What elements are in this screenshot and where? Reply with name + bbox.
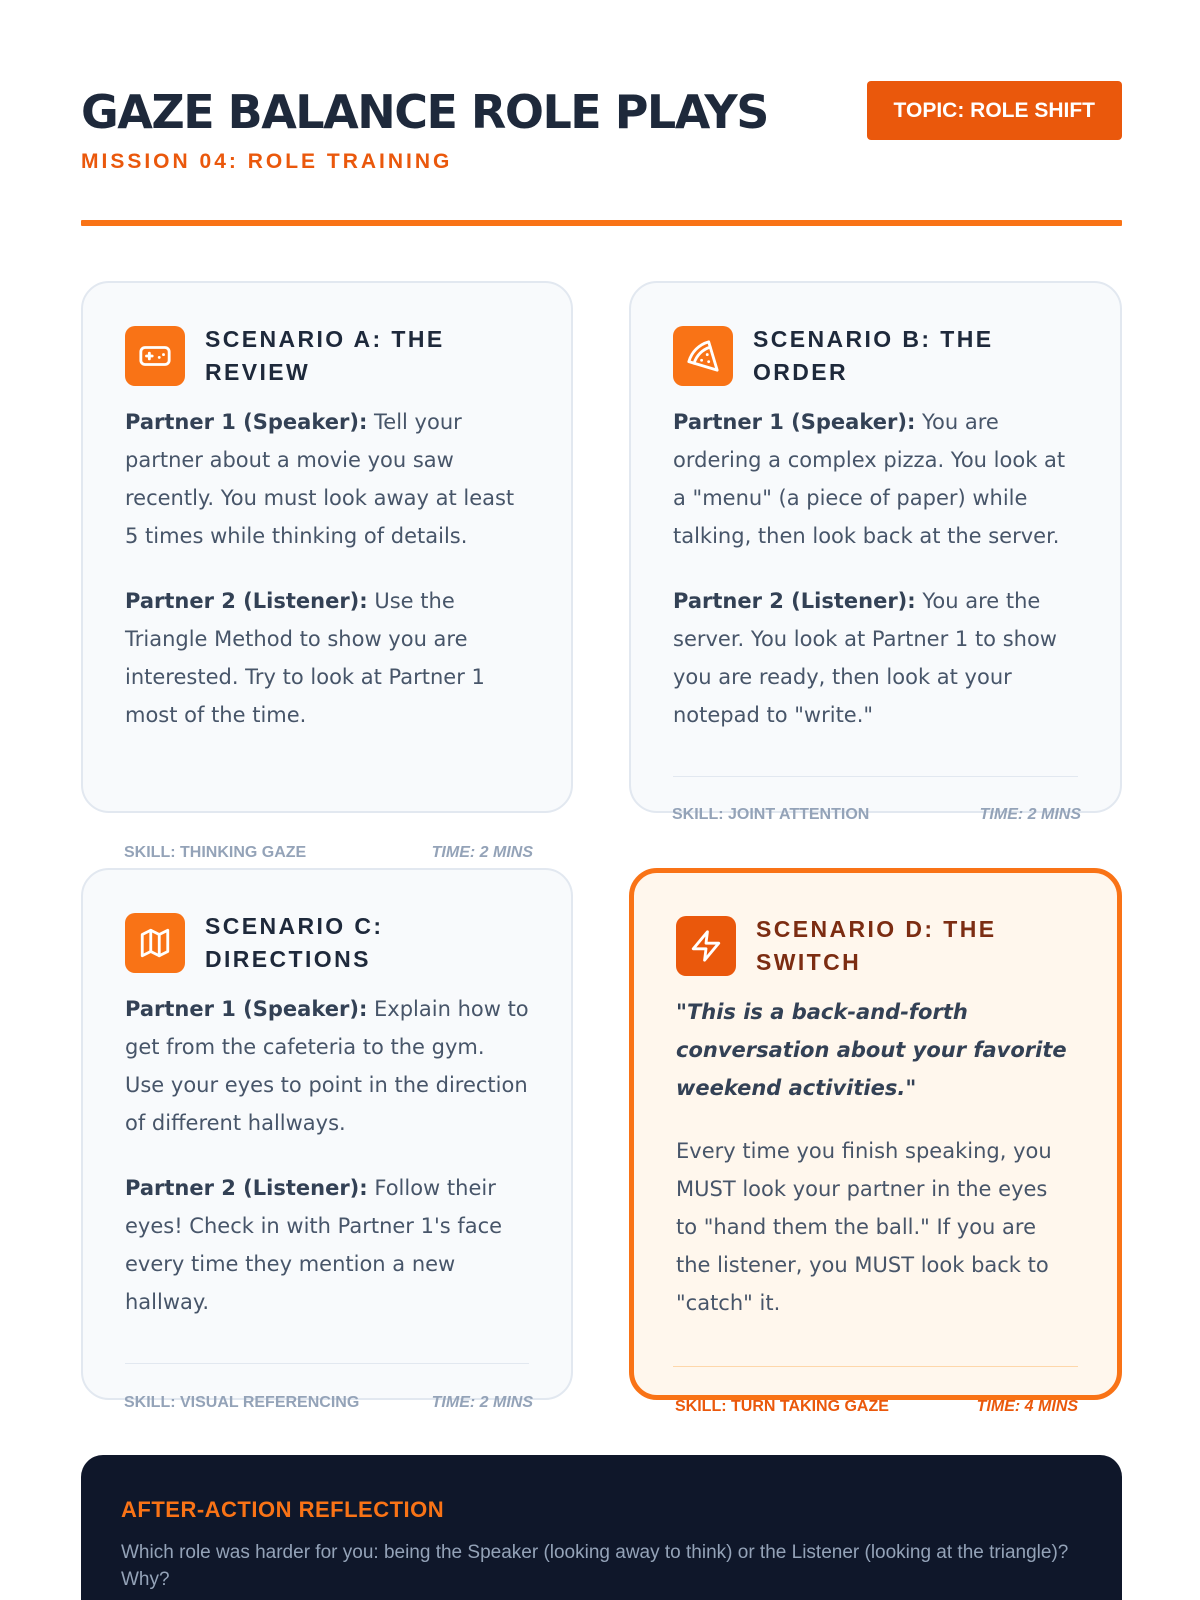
scenario-title: SCENARIO B: THE ORDER bbox=[753, 326, 994, 385]
time-label: TIME: 4 MINS bbox=[976, 1398, 1078, 1415]
time-label: TIME: 2 MINS bbox=[431, 844, 533, 861]
gamepad-icon bbox=[125, 326, 185, 386]
page-title: GAZE BALANCE ROLE PLAYS bbox=[81, 85, 768, 139]
skill-label: SKILL: VISUAL REFERENCING bbox=[124, 1394, 360, 1411]
scenario-title: SCENARIO A: THE REVIEW bbox=[205, 326, 445, 385]
scenario-d-footer bbox=[675, 1398, 1078, 1416]
listener-instructions: Partner 2 (Listener): Follow their eyes! Check in with Partner 1's face every time they mention a new hallway. bbox=[125, 1176, 503, 1314]
listener-instructions: Partner 2 (Listener): You are the server. You look at Partner 1 to show you are ready, then look at your notepad to "write." bbox=[673, 589, 1057, 727]
page-header bbox=[81, 80, 1122, 230]
scenario-b-footer bbox=[672, 806, 1081, 824]
skill-label: SKILL: TURN TAKING GAZE bbox=[675, 1398, 889, 1415]
time-label: TIME: 2 MINS bbox=[979, 806, 1081, 823]
skill-label: SKILL: JOINT ATTENTION bbox=[672, 806, 870, 823]
card-divider bbox=[673, 1366, 1078, 1367]
scenario-card-a bbox=[81, 281, 573, 813]
scenario-card-b bbox=[629, 281, 1122, 813]
mission-subtitle: MISSION 04: ROLE TRAINING bbox=[81, 150, 453, 173]
scenario-title: SCENARIO C: DIRECTIONS bbox=[205, 913, 384, 972]
speaker-instructions: Partner 1 (Speaker): You are ordering a complex pizza. You look at a "menu" (a piece of paper) while talking, then look back at the server. bbox=[673, 410, 1066, 548]
speaker-instructions: Partner 1 (Speaker): Tell your partner about a movie you saw recently. You must look away at least 5 times while thinking of details. bbox=[125, 410, 515, 548]
map-icon bbox=[125, 913, 185, 973]
skill-label: SKILL: THINKING GAZE bbox=[124, 844, 307, 861]
scenario-a-footer bbox=[124, 844, 533, 862]
card-divider bbox=[673, 776, 1078, 777]
reflection-title: AFTER-ACTION REFLECTION bbox=[121, 1497, 445, 1522]
scenario-c-footer bbox=[124, 1394, 533, 1412]
reflection-panel bbox=[81, 1455, 1122, 1600]
pizza-icon bbox=[673, 326, 733, 386]
scenario-title: SCENARIO D: THE SWITCH bbox=[756, 916, 997, 975]
scenario-instructions: Every time you finish speaking, you MUST look your partner in the eyes to "hand them the ball." If you are the listener, you MUST look back to "catch" it. bbox=[676, 1139, 1052, 1315]
card-divider bbox=[125, 1363, 529, 1364]
scenario-card-c bbox=[81, 868, 573, 1400]
speaker-instructions: Partner 1 (Speaker): Explain how to get from the cafeteria to the gym. Use your eyes to point in the direction of different hallways. bbox=[125, 997, 529, 1135]
scenario-quote: "This is a back-and-forth conversation about your favorite weekend activities." bbox=[676, 1000, 1067, 1100]
scenario-card-d bbox=[629, 868, 1122, 1400]
reflection-question: Which role was harder for you: being the Speaker (looking away to think) or the Listener (looking at the triangle)? Why? bbox=[121, 1542, 1069, 1590]
lightning-icon bbox=[676, 916, 736, 976]
time-label: TIME: 2 MINS bbox=[431, 1394, 533, 1411]
listener-instructions: Partner 2 (Listener): Use the Triangle Method to show you are interested. Try to look at Partner 1 most of the time. bbox=[125, 589, 485, 727]
header-divider bbox=[81, 220, 1122, 226]
topic-badge: TOPIC: ROLE SHIFT bbox=[867, 81, 1122, 140]
